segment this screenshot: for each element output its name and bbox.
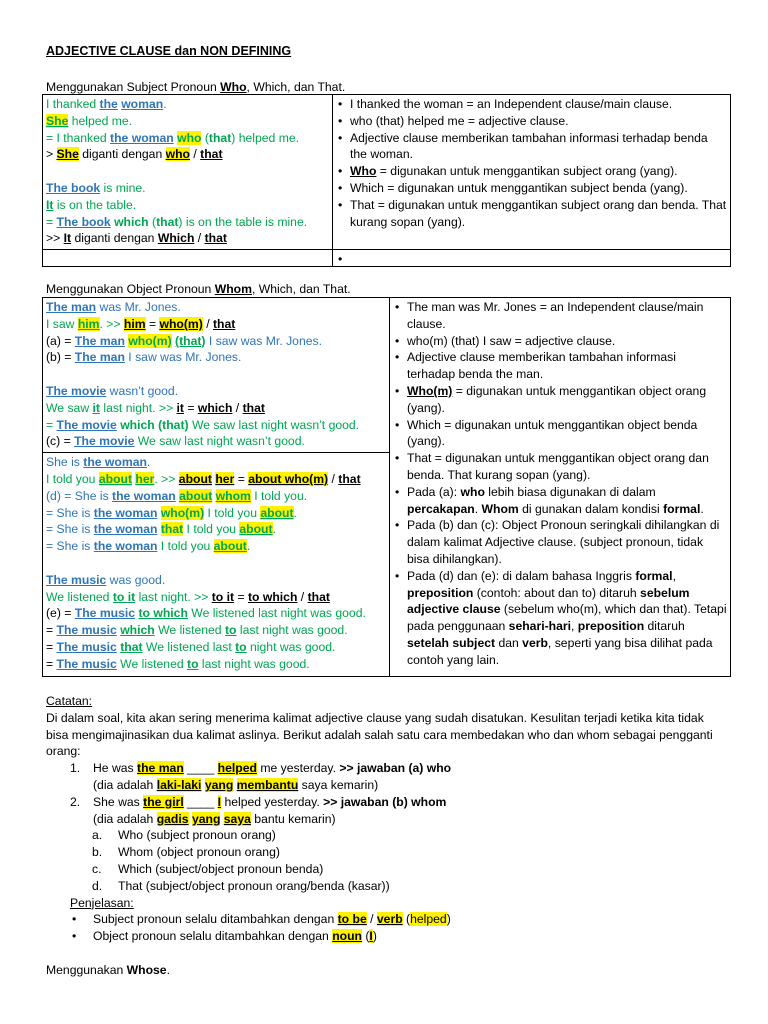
subject-pronoun-table: [42, 94, 731, 267]
example-line: She is the woman.: [46, 455, 151, 470]
example-line: = The music We listened to last night was good.: [46, 656, 310, 671]
explanation-item: • who (that) helped me = adjective clause.: [336, 113, 727, 130]
example-line: I thanked the woman.: [46, 97, 167, 111]
example-line: (d) = She is the woman about whom I told you.: [46, 488, 308, 503]
quiz-item: 1. He was the man ____ helped me yesterday. >> jawaban (a) who: [70, 761, 452, 776]
example-line: >> It diganti dengan Which / that: [46, 231, 227, 246]
notes-section: [46, 693, 736, 979]
subject-examples-cell: [43, 95, 333, 250]
example-line: = The movie which (that) We saw last night wasn’t good.: [46, 417, 360, 432]
section2-intro: Menggunakan Object Pronoun Whom, Which, dan That.: [46, 282, 351, 296]
explanation-item: • who(m) (that) I saw = adjective clause.: [393, 333, 727, 350]
quiz-item-translation: (dia adalah gadis yang saya bantu kemarin): [93, 811, 336, 826]
explanation-item: • Who(m) = digunakan untuk menggantikan object orang (yang).: [393, 383, 727, 417]
penjelasan-item: • Subject pronoun selalu ditambahkan dengan to be / verb (helped): [46, 911, 736, 928]
explanation-item: • I thanked the woman = an Independent clause/main clause.: [336, 96, 727, 113]
notes-heading: Catatan:: [46, 694, 93, 708]
penjelasan-item: • Object pronoun selalu ditambahkan dengan noun (I): [46, 928, 736, 945]
example-line: We listened to it last night. >> to it = to which / that: [46, 589, 330, 604]
explanation-item: • Who = digunakan untuk menggantikan subject orang (yang).: [336, 163, 727, 180]
explanation-item: • The man was Mr. Jones = an Independent clause/main clause.: [393, 299, 727, 333]
explanation-item: • Pada (d) dan (e): di dalam bahasa Inggris formal, preposition (contoh: about dan to) ditaruh sebelum adjective clause (sebelum who(m), which dan that). Tetapi pada penggunaan sehari-hari, preposition ditaruh setelah subject dan verb, seperti yang bisa dilihat pada contoh yang lain.: [393, 568, 727, 669]
object-examples-bottom-cell: [43, 453, 390, 677]
explanation-item: • Adjective clause memberikan tambahan informasi terhadap benda the woman.: [336, 130, 727, 164]
example-line: The man was Mr. Jones.: [46, 300, 181, 314]
answer-option: b. Whom (object pronoun orang): [92, 845, 280, 860]
explanation-item: • Which = digunakan untuk menggantikan object benda (yang).: [393, 417, 727, 451]
explanation-item: • Which = digunakan untuk menggantikan subject benda (yang).: [336, 180, 727, 197]
example-line: We saw it last night. >> it = which / that: [46, 400, 265, 415]
example-line: (e) = The music to which We listened last night was good.: [46, 606, 366, 621]
explanation-item: • Pada (a): who lebih biasa digunakan di dalam percakapan. Whom di gunakan dalam kondisi formal.: [393, 484, 727, 518]
subject-explanation-cell: [333, 95, 731, 250]
penjelasan-heading: Penjelasan:: [70, 895, 134, 910]
example-line: I saw him. >> him = who(m) / that: [46, 316, 236, 331]
example-line: = The music which We listened to last night was good.: [46, 623, 348, 638]
explanation-item: • Adjective clause memberikan tambahan informasi terhadap benda the man.: [393, 349, 727, 383]
section1-intro: Menggunakan Subject Pronoun Who, Which, dan That.: [46, 80, 346, 94]
object-pronoun-table: [42, 297, 731, 677]
example-line: > She diganti dengan who / that: [46, 147, 223, 162]
example-line: = I thanked the woman who (that) helped me.: [46, 130, 300, 145]
notes-paragraph: Di dalam soal, kita akan sering menerima kalimat adjective clause yang sudah disatukan. Kesulitan terjadi ketika kita tidak bisa mengimajinasikan dua kalimat aslinya. Berikut adalah salah satu cara membedakan who dan whom sebagai pengganti orang:: [46, 710, 713, 759]
answer-option: d. That (subject/object pronoun orang/benda (kasar)): [92, 878, 390, 893]
whose-heading: Menggunakan Whose.: [46, 962, 170, 977]
answer-option: c. Which (subject/object pronoun benda): [92, 861, 324, 876]
example-line: = She is the woman I told you about.: [46, 539, 251, 554]
empty-cell: [43, 250, 333, 267]
example-line: = The music that We listened last to night was good.: [46, 639, 336, 654]
page-title: ADJECTIVE CLAUSE dan NON DEFINING: [46, 44, 292, 58]
example-line: = She is the woman that I told you about.: [46, 522, 276, 537]
answer-option: a. Who (subject pronoun orang): [92, 828, 276, 843]
example-line: It is on the table.: [46, 197, 137, 212]
example-line: The music was good.: [46, 572, 166, 587]
explanation-item: • Pada (b) dan (c): Object Pronoun seringkali dihilangkan di dalam kalimat Adjective clause. (subject pronoun, tidak bisa dihilangkan).: [393, 517, 727, 567]
empty-bullet-cell: [333, 250, 731, 267]
example-line: = The book which (that) is on the table is mine.: [46, 214, 308, 229]
example-line: The book is mine.: [46, 180, 146, 195]
example-line: (a) = The man who(m) (that) I saw was Mr. Jones.: [46, 333, 322, 348]
quiz-item: 2. She was the girl ____ I helped yesterday. >> jawaban (b) whom: [70, 794, 447, 809]
example-line: (c) = The movie We saw last night wasn’t good.: [46, 434, 305, 449]
example-line: She helped me.: [46, 113, 133, 128]
object-examples-top-cell: [43, 298, 390, 453]
example-line: The movie wasn’t good.: [46, 383, 179, 398]
example-line: I told you about her. >> about her = about who(m) / that: [46, 471, 361, 486]
example-line: (b) = The man I saw was Mr. Jones.: [46, 350, 242, 365]
explanation-item: • That = digunakan untuk menggantikan object orang dan benda. That kurang sopan (yang).: [393, 450, 727, 484]
object-explanation-cell: [390, 298, 731, 677]
quiz-item-translation: (dia adalah laki-laki yang membantu saya kemarin): [93, 777, 379, 792]
explanation-item: • That = digunakan untuk menggantikan subject orang dan benda. That kurang sopan (yang).: [336, 197, 727, 231]
example-line: = She is the woman who(m) I told you about.: [46, 505, 297, 520]
